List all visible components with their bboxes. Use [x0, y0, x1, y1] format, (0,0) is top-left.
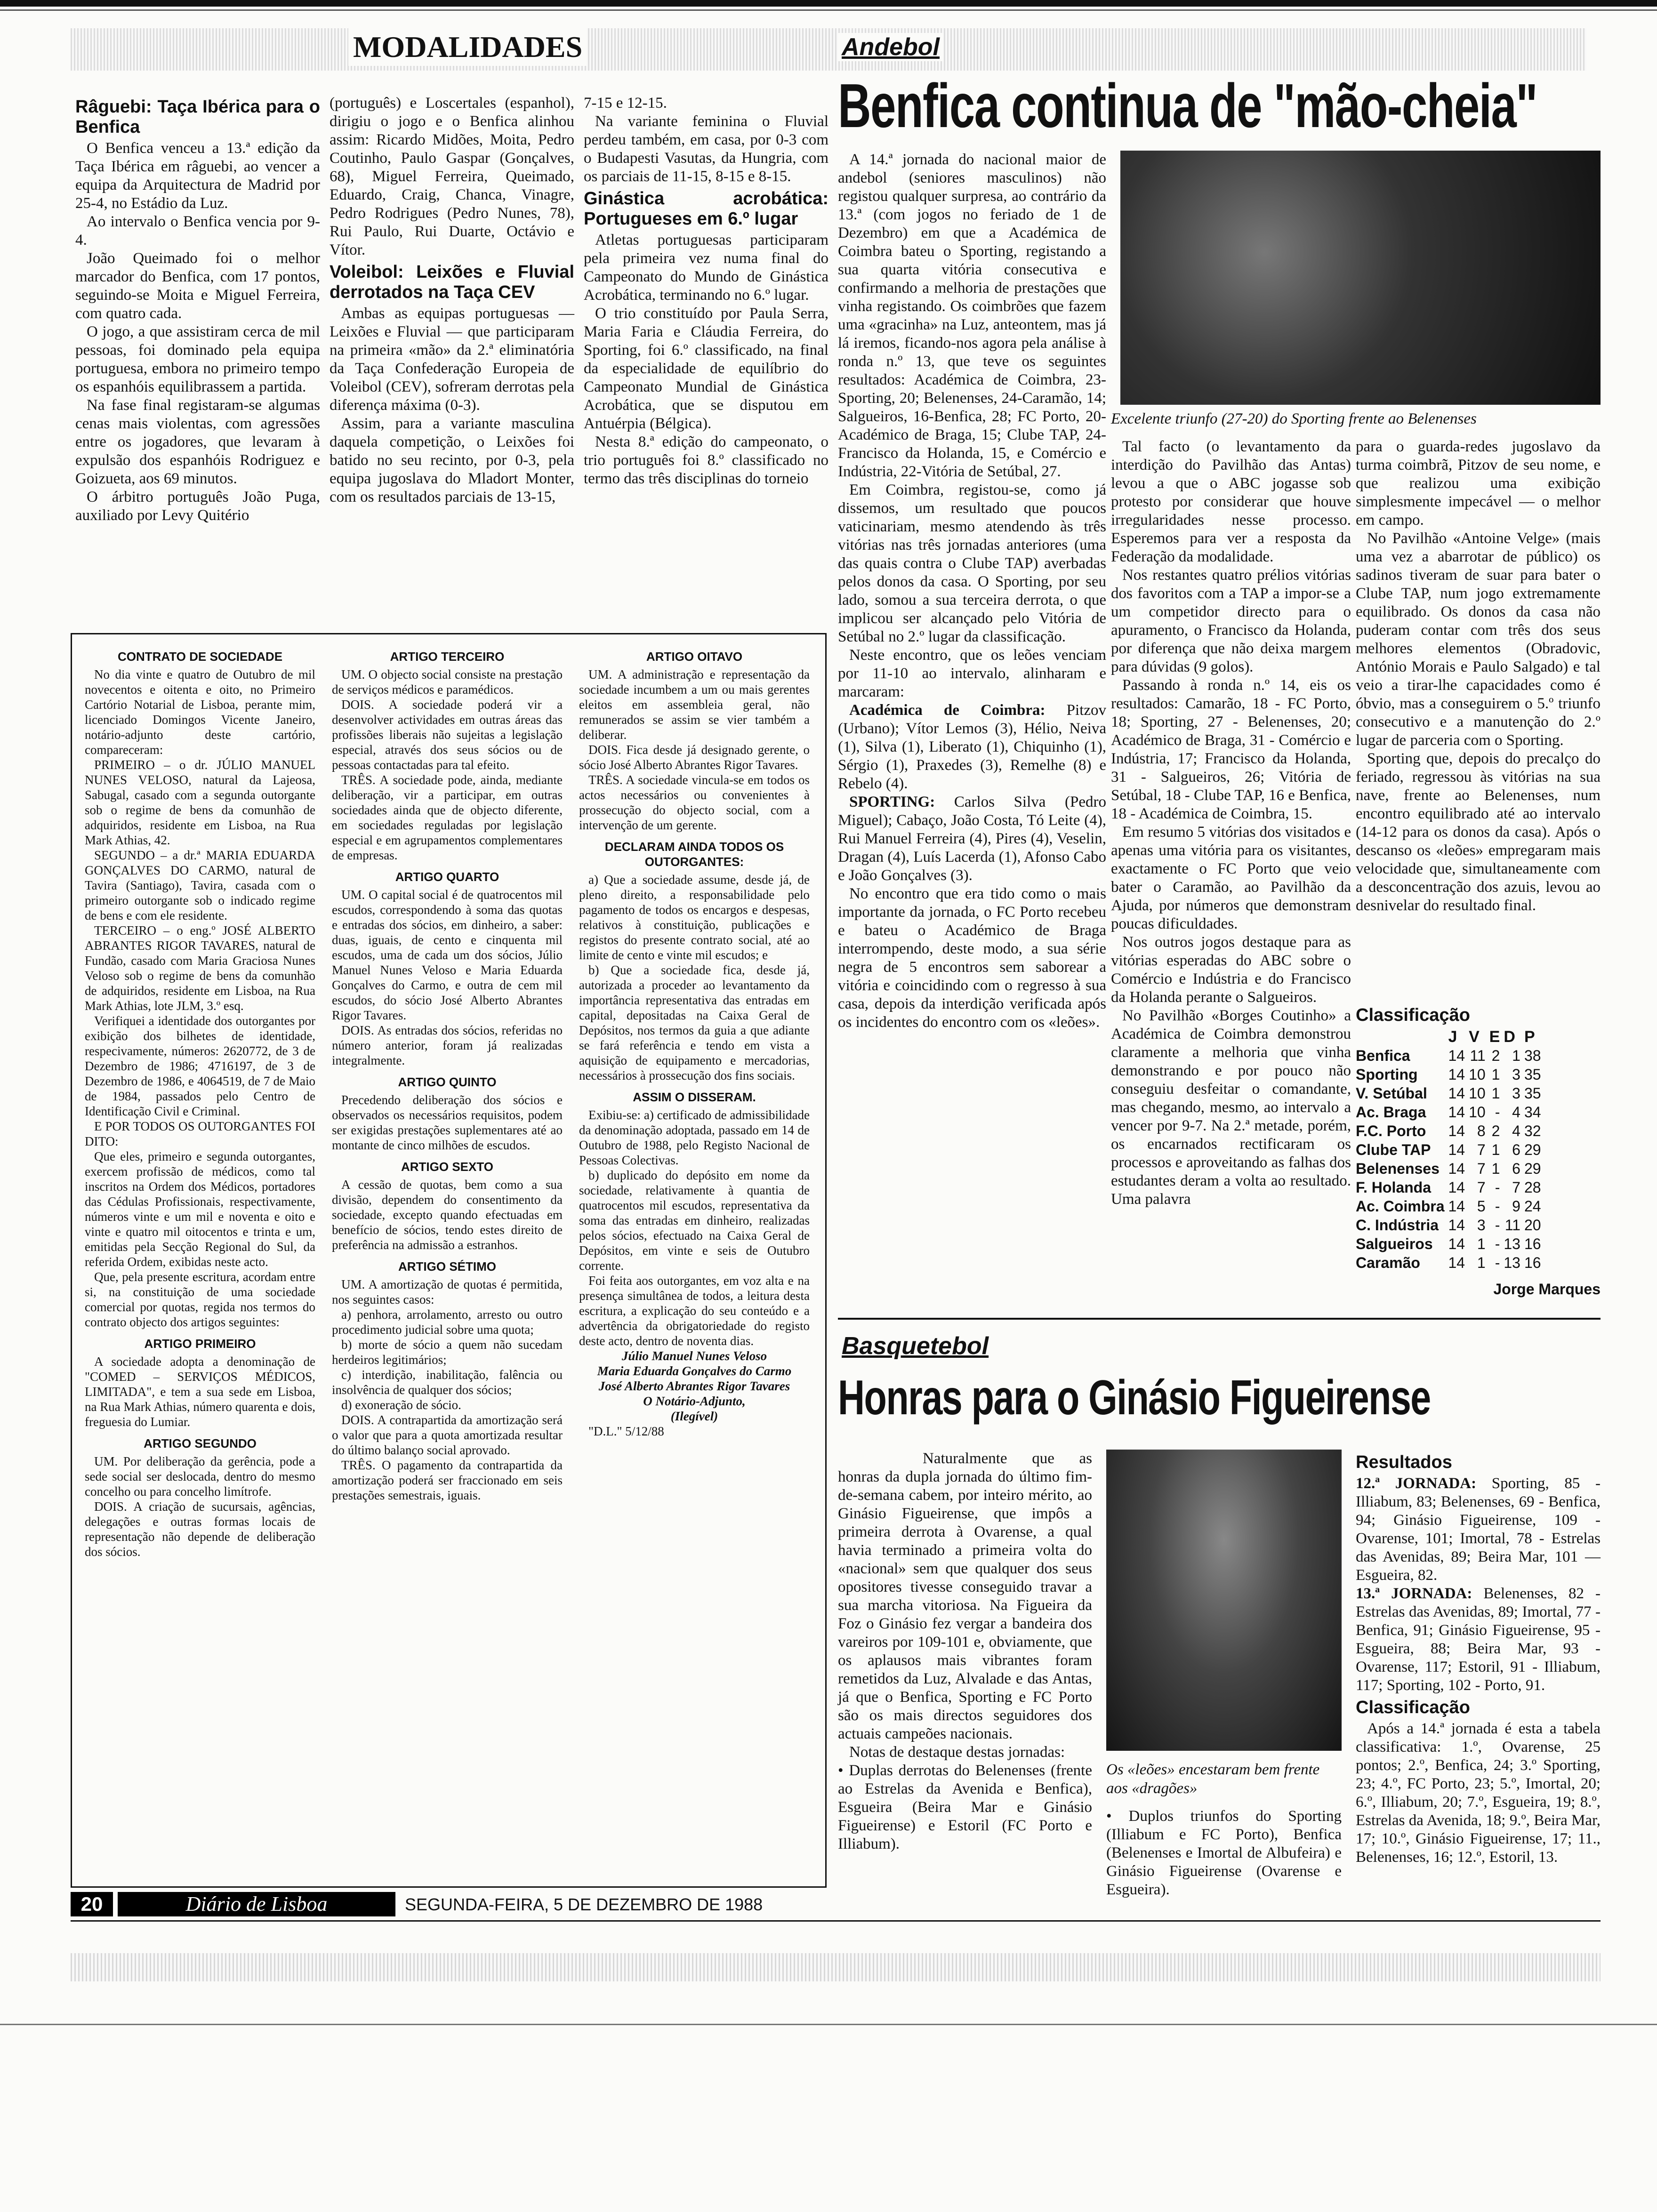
table-cell: 6	[1512, 1160, 1520, 1177]
contract-article-heading: ARTIGO PRIMEIRO	[144, 1337, 256, 1351]
table-cell: 2	[1491, 1122, 1500, 1139]
table-header: P	[1524, 1028, 1535, 1046]
table-cell: -	[1495, 1198, 1500, 1215]
contract-paragraph: TERCEIRO – o eng.º JOSÉ ALBERTO ABRANTES RIGOR TAVARES, natural de Fundão, casado com Maria Graciosa Nunes Veloso sob o regime de bens da comunhão de adquiridos, residente em Lisboa, na Rua Mark Athias, lote JLM, 3.º esq.	[85, 923, 315, 1013]
lineup-academica-text: Pitzov (Urbano); Vítor Lemos (3), Hélio, Neiva (1), Silva (1), Liberato (1), Chiquinho (1), Sérgio (1), Praxedes (3), Remelhe (8) e Rebelo (4).	[838, 702, 1107, 792]
table-cell: 8	[1477, 1122, 1486, 1139]
footer-page-number: 20	[71, 1892, 113, 1916]
andebol-headline-wrap	[838, 71, 1572, 141]
basquetebol-bullet: • Duplas derrotas do Belenenses (frente ao Estrelas da Avenida e Benfica), Esgueira (Beira Mar e Ginásio Figueirense) e Estoril (FC Porto e Illiabum).	[838, 1762, 1092, 1852]
section-label: MODALIDADES	[348, 28, 587, 66]
results-title: Resultados	[1356, 1452, 1452, 1472]
table-cell: 1	[1512, 1047, 1520, 1064]
raguebi-heading: Râguebi: Taça Ibérica para o Benfica	[75, 97, 320, 137]
footer-logo: Diário de Lisboa	[118, 1892, 395, 1916]
jornada-13-label: 13.ª JORNADA:	[1356, 1585, 1472, 1602]
table-cell: 28	[1524, 1179, 1541, 1196]
lineup-sporting-text: Carlos Silva (Pedro Miguel); Cabaço, João Costa, Tó Leite (4), Rui Manuel Ferreira (4), Pires (4), Veselin, Dragan (4), Luís Lacerda (1), Afonso Cabo e João Gonçalves (3).	[838, 793, 1106, 884]
article-raguebi	[75, 94, 320, 631]
top-rule-thin	[0, 9, 1657, 11]
table-cell: 10	[1469, 1066, 1486, 1083]
andebol-paragraph: Passando à ronda n.º 14, eis os resultados: Camarão, 18 - FC Porto, 18; Sporting, 27 - Belenenses, 20; Académico de Braga, 31 - Comércio e Indústria, 17; Francisco da Holanda, 31 - Salgueiros, 26; Vitória de Setúbal, 18 - Clube TAP, 16 e Benfica, 18 - Académica de Coimbra, 15.	[1111, 677, 1351, 822]
contract-article-heading: ARTIGO OITAVO	[646, 649, 743, 664]
contract-paragraph: UM. A amortização de quotas é permitida, nos seguintes casos:	[332, 1277, 563, 1306]
bottom-noise-band	[71, 1953, 1601, 1981]
table-header: J	[1448, 1028, 1457, 1046]
results-jornada-12	[1356, 1475, 1601, 1585]
ginastica-paragraph: Atletas portuguesas participaram pela primeira vez numa final do Campeonato do Mundo de Ginástica Acrobática, terminando no 6.º lugar.	[584, 232, 828, 304]
contract-paragraph: Que, pela presente escritura, acordam entre si, na constituição de uma sociedade comercial por quotas, regida nos termos do contrato objecto dos artigos seguintes:	[85, 1270, 315, 1329]
contract-column-2	[332, 642, 563, 1875]
basquetebol-photo	[1106, 1450, 1342, 1751]
contract-article-heading: ARTIGO SÉTIMO	[398, 1259, 496, 1274]
contract-article-heading: ARTIGO SEGUNDO	[144, 1436, 257, 1451]
contract-paragraph: DOIS. A sociedade poderá vir a desenvolver actividades em outras áreas das profissões liberais não sujeitas a legislação especial, através dos seus sócios ou de pessoas contactadas para tal efeito.	[332, 697, 563, 772]
table-cell: 1	[1491, 1085, 1500, 1102]
contract-signature: (Ilegível)	[670, 1409, 718, 1423]
footer-rule	[71, 1920, 1601, 1922]
table-cell: 16	[1524, 1254, 1541, 1271]
andebol-paragraph: Tal facto (o levantamento da interdição do Pavilhão das Antas) levou a que o ABC jogasse sob protesto por considerar que houve irregularidades nesse processo. Esperemos para ver a resposta da Federação da modalidade.	[1111, 438, 1351, 565]
contract-paragraph: b) duplicado do depósito em nome da sociedade, relativamente à quantia de quatrocentos mil escudos, representativa da soma das entradas em dinheiro, realizadas pelos sócios, efectuado na Caixa Geral de Depósitos, em vinte e seis de Outubro corrente.	[579, 1168, 810, 1273]
contract-paragraph: DOIS. Fica desde já designado gerente, o sócio José Alberto Abrantes Rigor Tavares.	[579, 743, 810, 772]
table-cell: 16	[1524, 1235, 1541, 1252]
contract-paragraph: E POR TODOS OS OUTORGANTES FOI DITO:	[85, 1119, 315, 1148]
table-header: V	[1469, 1028, 1480, 1046]
lineup-sporting	[838, 793, 1106, 885]
table-row	[1356, 1253, 1545, 1272]
table-cell: -	[1495, 1254, 1500, 1271]
table-cell: 14	[1448, 1235, 1465, 1252]
table-cell: 38	[1524, 1047, 1541, 1064]
team-name: F. Holanda	[1356, 1179, 1432, 1196]
table-cell: 32	[1524, 1122, 1541, 1139]
table-cell: -	[1495, 1235, 1500, 1252]
andebol-photo-caption: Excelente triunfo (27-20) do Sporting frente ao Belenenses	[1111, 410, 1477, 427]
lineup-sporting-label: SPORTING:	[849, 793, 935, 810]
table-cell: 2	[1491, 1047, 1500, 1064]
classification-title: Classificação	[1356, 1005, 1470, 1025]
team-name: Ac. Braga	[1356, 1104, 1426, 1121]
table-cell: 29	[1524, 1141, 1541, 1158]
team-name: Caramão	[1356, 1254, 1420, 1271]
table-cell: 13	[1504, 1235, 1520, 1252]
results-jornada-13	[1356, 1585, 1601, 1695]
table-cell: 3	[1512, 1066, 1520, 1083]
raguebi-paragraph: Na fase final registaram-se algumas cenas mais violentas, com agressões entre os jogadores, que levaram à expulsão dos espanhóis Rodriguez e Goizueta, aos 69 minutos.	[75, 397, 320, 487]
voleibol-heading: Voleibol: Leixões e Fluvial derrotados na Taça CEV	[330, 262, 574, 302]
table-cell: 10	[1469, 1104, 1486, 1121]
table-cell: 9	[1512, 1198, 1520, 1215]
andebol-classification	[1356, 1002, 1601, 1308]
table-cell: 10	[1469, 1085, 1486, 1102]
table-cell: 1	[1491, 1066, 1500, 1083]
basquetebol-class-title: Classificação	[1356, 1698, 1470, 1717]
lineup-academica-label: Académica de Coimbra:	[849, 702, 1046, 719]
raguebi-paragraph: João Queimado foi o melhor marcador do Benfica, com 17 pontos, seguindo-se Moita e Miguel Ferreira, com quatro cada.	[75, 250, 320, 322]
contract-paragraph: UM. O objecto social consiste na prestação de serviços médicos e paramédicos.	[332, 667, 563, 697]
bottom-rule	[0, 2024, 1657, 2025]
contract-paragraph: UM. O capital social é de quatrocentos mil escudos, correspondendo à soma das quotas e entradas dos sócios, em dinheiro, a saber: duas, iguais, de cento e cinquenta mil escudos, uma de cada um dos sócios, Júlio Manuel Nunes Veloso e Maria Eduarda Gonçalves do Carmo, e outra de cem mil escudos, do sócio José Alberto Abrantes Rigor Tavares.	[332, 888, 563, 1022]
contract-paragraph: c) interdição, inabilitação, falência ou insolvência de qualquer dos sócios;	[332, 1368, 563, 1397]
contract-paragraph: b) morte de sócio a quem não sucedam herdeiros legitimários;	[332, 1338, 563, 1367]
contract-article-heading: ARTIGO TERCEIRO	[390, 649, 505, 664]
top-rule	[0, 0, 1657, 7]
table-cell: 3	[1477, 1217, 1486, 1234]
raguebi-paragraph: Ao intervalo o Benfica vencia por 9-4.	[75, 213, 320, 248]
table-cell: -	[1495, 1179, 1500, 1196]
raguebi-paragraph: O jogo, a que assistiram cerca de mil pessoas, foi dominado pela equipa portuguesa, embora no primeiro tempo os espanhóis equilibrassem a partida.	[75, 323, 320, 395]
table-cell: 14	[1448, 1217, 1465, 1234]
table-row	[1356, 1103, 1545, 1122]
raguebi-continuation: (português) e Loscertales (espanhol), dirigiu o jogo e o Benfica alinhou assim: Ricardo Midões, Moita, Pedro Coutinho, Paulo Gaspar (Gonçalves, 68), Miguel Ferreira, Queimado, Eduardo, Craig, Chanca, Vinagre, Pedro Rodrigues (Pedro Nunes, 78), Rui Paulo, Rui Duarte, Octávio e Vítor.	[330, 95, 574, 258]
team-name: Belenenses	[1356, 1160, 1440, 1177]
table-row	[1356, 1234, 1545, 1253]
table-cell: 29	[1524, 1160, 1541, 1177]
table-cell: 14	[1448, 1085, 1465, 1102]
contract-column-1	[85, 642, 315, 1875]
table-row	[1356, 1046, 1545, 1065]
voleibol-continuation: Na variante feminina o Fluvial perdeu também, em casa, por 0-3 com o Budapesti Vasutas, da Hungria, com os parciais de 11-15, 8-15 e 8-15.	[584, 113, 828, 185]
jornada-13-text: Belenenses, 82 - Estrelas das Avenidas, 89; Imortal, 77 - Benfica, 91; Ginásio Figueirense, 95 - Esgueira, 88; Beira Mar, 93 - Ovarense, 117; Estoril, 91 - Illiabum, 117; Sporting, 102 - Porto, 91.	[1356, 1585, 1601, 1694]
andebol-paragraph: A 14.ª jornada do nacional maior de andebol (seniores masculinos) não registou qualquer surpresa, ao contrário da 13.ª (com jogos no feriado de 1 de Dezembro) em que a Académica de Coimbra bateu o Sporting, registando a sua quarta vitória consecutiva e confirmando a melhoria de prestações que vinha registando. Os coimbrões que fazem uma «gracinha» na Luz, anteontem, mas já lá iremos, ficando-nos agora pela análise à ronda n.º 13, que teve os seguintes resultados: Académica de Coimbra, 23-Sporting, 20; Belenenses, 24-Caramão, 14; Salgueiros, 16-Benfica, 28; FC Porto, 20-Académico de Braga, 15; Clube TAP, 24-Francisco da Holanda, 15, e Comércio e Indústria, 22-Vitória de Setúbal, 27.	[838, 151, 1106, 480]
ginastica-paragraph: O trio constituído por Paula Serra, Maria Faria e Cláudia Ferreira, do Sporting, foi 6.º classificado, na final da especialidade de equilíbrio do Campeonato Mundial de Ginástica Acrobática, que se disputou em Antuérpia (Bélgica).	[584, 305, 828, 432]
raguebi-paragraph: O Benfica venceu a 13.ª edição da Taça Ibérica em râguebi, ao vencer a equipa da Arquitectura de Madrid por 25-4, no Estádio da Luz.	[75, 140, 320, 212]
table-cell: 7	[1512, 1179, 1520, 1196]
contract-paragraph: Exibiu-se: a) certificado de admissibilidade da denominação adoptada, passado em 14 de Outubro de 1988, pelo Registo Nacional de Pessoas Colectivas.	[579, 1108, 810, 1167]
table-row	[1356, 1216, 1545, 1234]
contract-paragraph: UM. A administração e representação da sociedade incumbem a um ou mais gerentes eleitos em assembleia geral, não remunerados se assim se vier também a deliberar.	[579, 667, 810, 742]
table-cell: 13	[1504, 1254, 1520, 1271]
basquetebol-results	[1356, 1450, 1601, 1958]
contract-signature: O Notário-Adjunto,	[643, 1394, 746, 1408]
table-cell: 7	[1477, 1141, 1486, 1158]
contract-paragraph: PRIMEIRO – o dr. JÚLIO MANUEL NUNES VELOSO, natural da Lajeosa, Sabugal, casado com a segunda outorgante sob o regime de bens da comunhão de adquiridos, residente em Lisboa, na Rua Mark Athias, 42.	[85, 758, 315, 847]
team-name: Salgueiros	[1356, 1235, 1433, 1252]
basquetebol-label: Basquetebol	[838, 1332, 992, 1360]
team-name: Sporting	[1356, 1066, 1418, 1083]
andebol-paragraph: Sporting que, depois do precalço do feriado, regressou às vitórias na sua nave, frente ao Belenenses, num encontro equilibrado até ao intervalo (14-12 para os donos da casa). Após o descanso os «leões» empregaram mais velocidade que, simultaneamente com a desconcentração dos azuis, levou ao desnivelar do resultado final.	[1356, 750, 1601, 914]
contract-paragraph: Precedendo deliberação dos sócios e observados os necessários requisitos, podem ser exigidas prestações suplementares até ao montante de cinco milhões de escudos.	[332, 1093, 563, 1152]
andebol-headline: Benfica continua de "mão-cheia"	[838, 71, 1537, 140]
table-header	[1356, 1027, 1448, 1046]
team-name: Ac. Coimbra	[1356, 1198, 1445, 1215]
table-cell: 14	[1448, 1141, 1465, 1158]
contract-article-heading: CONTRATO DE SOCIEDADE	[117, 649, 283, 664]
basquetebol-photo-caption: Os «leões» encestaram bem frente aos «dragões»	[1106, 1761, 1320, 1797]
table-row	[1356, 1122, 1545, 1140]
andebol-paragraph: para o guarda-redes jugoslavo da turma coimbrã, Pitzov de seu nome, e que realizou uma exibição simplesmente impecável — o melhor em campo.	[1356, 438, 1601, 529]
contract-paragraph: a) penhora, arrolamento, arresto ou outro procedimento judicial sobre uma quota;	[332, 1307, 563, 1337]
table-cell: 1	[1491, 1160, 1500, 1177]
andebol-paragraph: Em resumo 5 vitórias dos visitados e apenas uma vitória para os visitantes, exactamente o FC Porto que veio bater o Caramão, ao Pavilhão da Ajuda, por números que demonstram poucas dificuldades.	[1111, 824, 1351, 932]
basquetebol-bullet: • Duplos triunfos do Sporting (Illiabum e FC Porto), Benfica (Belenenses e Imortal de Albufeira) e Ginásio Figueirense (Ovarense e Esgueira).	[1106, 1808, 1342, 1898]
basquetebol-text	[838, 1450, 1092, 1873]
contract-paragraph: Que eles, primeiro e segunda outorgantes, exercem profissão de médicos, como tal inscritos na Ordem dos Médicos, portadores das Cédulas Profissionais, respectivamente, números vinte e um mil e noventa e oito e vinte e quatro mil oitocentos e trinta e um, emitidas pela Secção Regional do Sul, da referida Ordem, exibidas neste acto.	[85, 1149, 315, 1269]
basquetebol-headline-wrap	[838, 1370, 1601, 1426]
contract-paragraph: A sociedade adopta a denominação de "COMED – SERVIÇOS MÉDICOS, LIMITADA", e tem a sua sede em Lisboa, na Rua Mark Athias, número quarenta e dois, freguesia do Lumiar.	[85, 1354, 315, 1429]
jornada-12-label: 12.ª JORNADA:	[1356, 1475, 1477, 1492]
table-cell: 34	[1524, 1104, 1541, 1121]
contract-paragraph: A cessão de quotas, bem como a sua divisão, dependem do consentimento da sociedade, excepto quando efectuadas em benefício de sócios, tendo estes direito de preferência na admissão a estranhos.	[332, 1178, 563, 1252]
table-row	[1356, 1084, 1545, 1103]
andebol-photo	[1120, 151, 1601, 405]
contract-paragraph: DOIS. A contrapartida da amortização será o valor que para a quota amortizada resultar do último balanço social aprovado.	[332, 1413, 563, 1457]
contract-paragraph: Verifiquei a identidade dos outorgantes por exibição dos bilhetes de identidade, respecivamente, números: 2620772, de 3 de Dezembro de 1986; 4716197, de 3 de Dezembro de 1986, e 4064519, de 7 de Maio de 1984, passados pelo Centro de Identificação Civil e Criminal.	[85, 1014, 315, 1118]
andebol-paragraph: Em Coimbra, registou-se, como já dissemos, um resultado que poucos vaticinariam, mesmo atendendo às três vitórias nas três jornadas anteriores (uma das quais contra o Clube TAP) averbadas pelos donos da casa. O Sporting, por seu lado, somou a sua terceira derrota, o que implicou ser alcançado pelo Vitória de Setúbal no 2.º lugar da classificação.	[838, 481, 1106, 645]
andebol-paragraph: Nos restantes quatro prélios vitórias dos favoritos com a TAP a impor-se a um competidor directo para o apuramento, o Francisco da Holanda, por diferença que não deixa margem para dúvidas (9 golos).	[1111, 567, 1351, 675]
team-name: C. Indústria	[1356, 1217, 1439, 1234]
contract-paragraph: No dia vinte e quatro de Outubro de mil novecentos e oitenta e oito, no Primeiro Cartório Notarial de Lisboa, perante mim, licenciado Domingos Vicente Janeiro, notário-adjunto deste cartório, compareceram:	[85, 667, 315, 757]
voleibol-paragraph: Assim, para a variante masculina daquela competição, o Leixões foi batido no seu recinto, por 0-3, pela equipa jugoslava do Mladort Monter, com os resultados parciais de 13-15,	[330, 415, 574, 505]
table-cell: 14	[1448, 1066, 1465, 1083]
team-name: V. Setúbal	[1356, 1085, 1427, 1102]
contract-paragraph: TRÊS. A sociedade vincula-se em todos os actos necessários ou convenientes à prossecução do objecto social, com a intervenção de um gerente.	[579, 773, 810, 832]
table-header-row	[1356, 1027, 1545, 1046]
contract-paragraph: d) exoneração de sócio.	[341, 1398, 461, 1412]
table-cell: -	[1495, 1104, 1500, 1121]
contract-article-heading: DECLARAM AINDA TODOS OS OUTORGANTES:	[604, 840, 784, 869]
table-cell: 14	[1448, 1104, 1465, 1121]
table-cell: 11	[1504, 1217, 1520, 1234]
classification-body	[1356, 1046, 1545, 1272]
voleibol-continuation: 7-15 e 12-15.	[584, 95, 667, 112]
table-row	[1356, 1178, 1545, 1197]
table-cell: 14	[1448, 1198, 1465, 1215]
contract-paragraph: "D.L." 5/12/88	[588, 1424, 664, 1438]
table-row	[1356, 1065, 1545, 1084]
team-name: F.C. Porto	[1356, 1122, 1426, 1139]
contract-article-heading: ARTIGO SEXTO	[401, 1160, 493, 1174]
andebol-paragraph: No encontro que era tido como o mais importante da jornada, o FC Porto recebeu e bateu o Académico de Braga interrompendo, deste modo, a sua série negra de 5 encontros sem saborear a vitória e coincidindo com o regresso à sua casa, depois da interdição verificada após os incidentes do encontro com os «leões».	[838, 885, 1106, 1031]
table-cell: 14	[1448, 1254, 1465, 1271]
contract-paragraph: b) Que a sociedade fica, desde já, autorizada a proceder ao levantamento da importância representativa das entradas em capital, depositadas na Caixa Geral de Depósitos, nos termos da guia a que adiante se fará referência e tendo em vista a aquisição de equipamento e mercadorias, necessários à prossecução dos fins sociais.	[579, 963, 810, 1082]
table-cell: 6	[1512, 1141, 1520, 1158]
ginastica-heading: Ginástica acrobática: Portugueses em 6.º lugar	[584, 189, 828, 229]
voleibol-paragraph: Ambas as equipas portuguesas — Leixões e Fluvial — que participaram na primeira «mão» da 2.ª eliminatória da Taça Confederação Europeia de Voleibol (CEV), sofreram derrotas pela diferença máxima (0-3).	[330, 305, 574, 414]
contract-signature: Júlio Manuel Nunes Veloso	[621, 1349, 767, 1363]
table-cell: 24	[1524, 1198, 1541, 1215]
andebol-paragraph: Nos outros jogos destaque para as vitórias esperadas do ABC sobre o Comércio e Indústria e do Francisco da Holanda perante o Salgueiros.	[1111, 934, 1351, 1006]
contract-paragraph: UM. Por deliberação da gerência, pode a sede social ser deslocada, dentro do mesmo concelho ou para concelho limítrofe.	[85, 1454, 315, 1499]
basquetebol-paragraph: Notas de destaque destas jornadas:	[849, 1744, 1065, 1761]
table-row	[1356, 1197, 1545, 1216]
andebol-column-3	[1356, 438, 1601, 1002]
contract-article-heading: ARTIGO QUINTO	[398, 1075, 497, 1089]
table-cell: 14	[1448, 1122, 1465, 1139]
ginastica-paragraph: Nesta 8.ª edição do campeonato, o trio português foi 8.º classificado no termo das três disciplinas do torneio	[584, 433, 828, 487]
footer-date: SEGUNDA-FEIRA, 5 DE DEZEMBRO DE 1988	[405, 1895, 763, 1914]
header-band	[71, 28, 1586, 71]
table-cell: 14	[1448, 1160, 1465, 1177]
table-cell: 14	[1448, 1179, 1465, 1196]
basquetebol-rule	[838, 1318, 1601, 1320]
table-row	[1356, 1140, 1545, 1159]
table-cell: 1	[1477, 1254, 1486, 1271]
contract-paragraph: TRÊS. O pagamento da contrapartida da amortização poderá ser fraccionado em seis prestações semestrais, iguais.	[332, 1458, 563, 1502]
table-cell: 5	[1477, 1198, 1486, 1215]
andebol-column-2	[1111, 438, 1351, 1299]
team-name: Benfica	[1356, 1047, 1410, 1064]
jornada-12-text: Sporting, 85 - Illiabum, 83; Belenenses, 69 - Benfica, 94; Ginásio Figueirense, 109 - Ovarense, 101; Imortal, 78 - Estrelas das Avenidas, 89; Beira Mar, 101 — Esgueira, 82.	[1356, 1475, 1601, 1584]
contract-paragraph: SEGUNDO – a dr.ª MARIA EDUARDA GONÇALVES DO CARMO, natural de Tavira (Santiago), Tavira, casada com o primeiro outorgante sob o indicado regime de bens e com ele residente.	[85, 848, 315, 922]
basquetebol-paragraph: Naturalmente que as honras da dupla jornada do último fim-de-semana cabem, por inteiro mérito, ao Ginásio Figueirense, que impôs a primeira derrota à Ovarense, a qual havia terminado a primeira volta do «nacional» sem que qualquer dos seus opositores tivesse conseguido travar a sua marcha vitoriosa. Na Figueira da Foz o Ginásio fez vergar a bandeira dos vareiros por 109-101 e, obviamente, que os aplausos mais vibrantes foram remetidos da Luz, Alvalade e das Antas, já que o Benfica, Sporting e FC Porto são os mais directos seguidores dos actuais campeões nacionais.	[838, 1450, 1092, 1742]
table-cell: 7	[1477, 1160, 1486, 1177]
table-cell: 3	[1512, 1085, 1520, 1102]
contract-paragraph: a) Que a sociedade assume, desde já, de pleno direito, a responsabilidade pelo pagamento de todos os encargos e despesas, relativos à constituição, publicações e registos do presente contrato social, até ao limite de cento e vinte mil escudos; e	[579, 873, 810, 962]
table-cell: 4	[1512, 1104, 1520, 1121]
andebol-author: Jorge Marques	[1493, 1281, 1601, 1298]
table-cell: 11	[1470, 1047, 1486, 1064]
andebol-column-1	[838, 151, 1106, 1299]
table-row	[1356, 1159, 1545, 1178]
contract-signature: Maria Eduarda Gonçalves do Carmo	[597, 1364, 792, 1378]
contract-article-heading: ASSIM O DISSERAM.	[633, 1090, 756, 1104]
contract-paragraph: DOIS. As entradas dos sócios, referidas no número anterior, foram já realizadas integralmente.	[332, 1023, 563, 1067]
table-cell: -	[1495, 1217, 1500, 1234]
table-cell: 1	[1477, 1235, 1486, 1252]
article-voleibol-col	[330, 94, 574, 631]
table-cell: 4	[1512, 1122, 1520, 1139]
basquetebol-class-text: Após a 14.ª jornada é esta a tabela classificativa: 1.º, Ovarense, 25 pontos; 2.º, Benfica, 24; 3.º Sporting, 23; 4.º, FC Porto, 23; 5.º, Imortal, 20; 6.º, Illiabum, 20; 7.º, Esgueira, 19; 8.º, Estrelas da Avenida, 18; 9.º, Beira Mar, 17; 10.º, Ginásio Figueirense, 17; 11., Belenenses, 16; 12.º, Estoril, 13.	[1356, 1720, 1601, 1866]
andebol-paragraph: No Pavilhão «Antoine Velge» (mais uma vez a abarrotar de público) os sadinos tiveram de suar para bater o Clube TAP, num jogo extremamente equilibrado. Os donos da casa não puderam contar com três dos seus melhores elementos (Obradovic, António Morais e Paulo Salgado) e tal veio a tirar-lhe capacidades como é óbvio, mas a conseguirem o 5.º triunfo consecutivo e a manutenção do 2.º lugar de parceria com o Sporting.	[1356, 530, 1601, 749]
table-header: D	[1504, 1028, 1515, 1046]
table-cell: 20	[1524, 1217, 1541, 1234]
andebol-label: Andebol	[838, 33, 943, 61]
lineup-academica	[838, 701, 1106, 793]
contract-signature: José Alberto Abrantes Rigor Tavares	[598, 1379, 790, 1393]
table-cell: 14	[1448, 1047, 1465, 1064]
contract-paragraph: DOIS. A criação de sucursais, agências, delegações e outras formas locais de representação não depende de deliberação dos sócios.	[85, 1499, 315, 1559]
team-name: Clube TAP	[1356, 1141, 1431, 1158]
andebol-paragraph: No Pavilhão «Borges Coutinho» a Académica de Coimbra demonstrou claramente a melhoria que vinha demonstrando e por pouco não conseguiu desfeitar o comandante, mas chegando, mesmo, ao intervalo a vencer por 9-7. Na 2.ª metade, porém, os encarnados rectificaram os processos e aproveitando as falhas dos estudantes deram a volta ao resultado. Uma palavra	[1111, 1007, 1351, 1208]
table-header: E	[1489, 1028, 1500, 1046]
contract-column-3	[579, 642, 810, 1875]
table-cell: 35	[1524, 1066, 1541, 1083]
contract-paragraph: Foi feita aos outorgantes, em voz alta e na presença simultânea de todos, a leitura desta escritura, a explicação do seu conteúdo e a advertência da obrigatoriedade do registo deste acto, dentro de noventa dias.	[579, 1274, 810, 1348]
raguebi-paragraph: O árbitro português João Puga, auxiliado por Levy Quitério	[75, 489, 320, 524]
classification-table	[1356, 1027, 1545, 1272]
table-cell: 7	[1477, 1179, 1486, 1196]
basquetebol-headline: Honras para o Ginásio Figueirense	[838, 1370, 1431, 1425]
article-ginastica-col	[584, 94, 828, 631]
table-cell: 1	[1491, 1141, 1500, 1158]
contract-paragraph: TRÊS. A sociedade pode, ainda, mediante deliberação, vir a participar, em outras sociedades ainda que de objecto diferente, em sociedades reguladas por legislação especial e em agrupamentos complementares de empresas.	[332, 773, 563, 862]
contract-article-heading: ARTIGO QUARTO	[395, 870, 499, 884]
table-cell: 35	[1524, 1085, 1541, 1102]
andebol-paragraph: Neste encontro, que os leões venciam por 11-10 ao intervalo, alinharam e marcaram:	[838, 647, 1106, 700]
basquetebol-bullet-2	[1106, 1807, 1342, 1898]
